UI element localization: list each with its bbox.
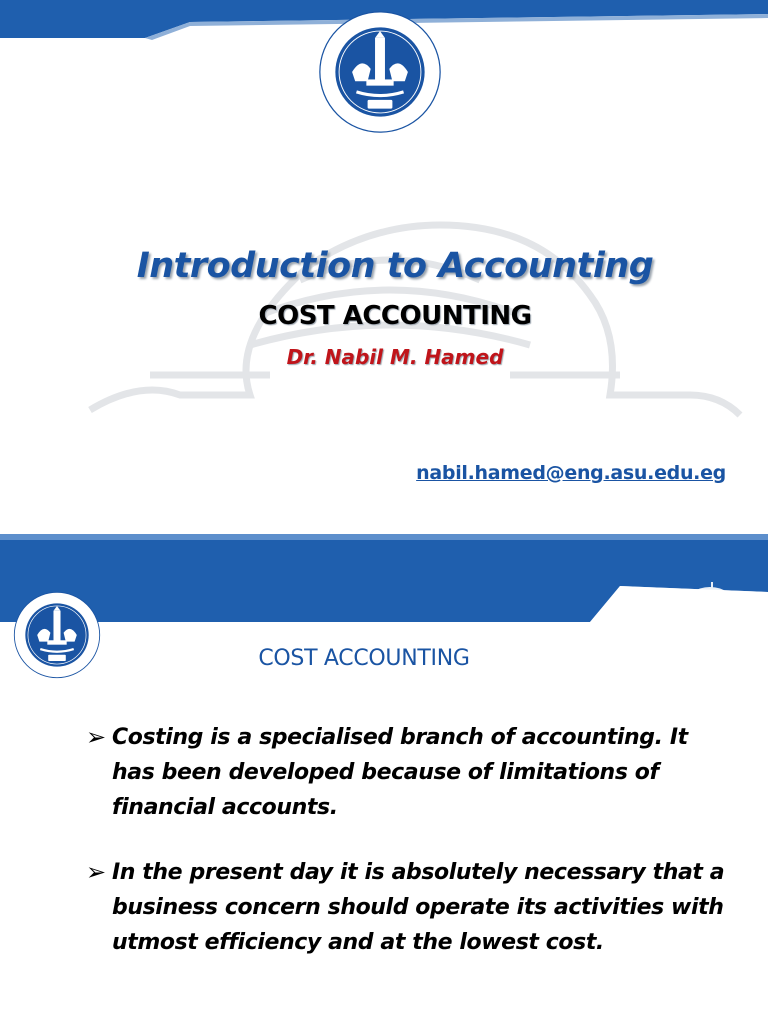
author-email-link[interactable]: nabil.hamed@eng.asu.edu.eg: [416, 462, 726, 484]
presentation-title: Introduction to Accounting: [136, 246, 654, 286]
slide-heading: COST ACCOUNTING: [258, 646, 470, 671]
header-band: [0, 512, 768, 622]
author-name: Dr. Nabil M. Hamed: [286, 345, 504, 369]
content-slide: [0, 512, 768, 1024]
bullet-text: In the present day it is absolutely necessary that a business concern should operate its activities with utmost efficiency and at the lowest cost.: [112, 860, 725, 955]
arrow-bullet-icon: ➢: [86, 859, 107, 886]
presentation-subtitle: COST ACCOUNTING: [258, 301, 532, 331]
bullet-item: [86, 855, 726, 960]
university-seal: [318, 10, 442, 134]
bullet-list: [86, 720, 726, 990]
dome-watermark: [0, 140, 768, 440]
arrow-bullet-icon: ➢: [86, 724, 107, 751]
bullet-item: [86, 720, 726, 825]
bullet-text: Costing is a specialised branch of accounting. It has been developed because of limitations of financial accounts.: [112, 725, 688, 820]
